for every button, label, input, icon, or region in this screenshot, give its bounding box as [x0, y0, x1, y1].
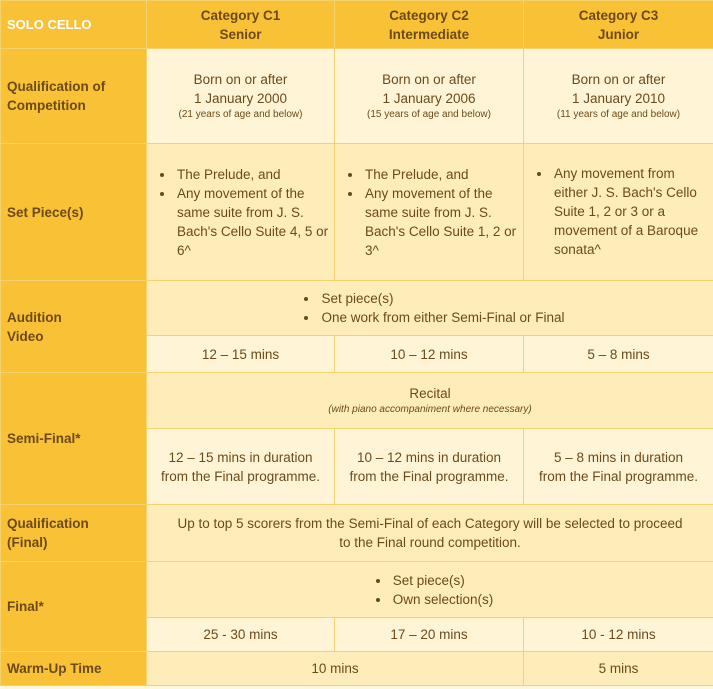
audition-requirements [147, 281, 713, 336]
set-piece-c1-list [151, 165, 330, 260]
final-row [1, 562, 713, 618]
header-c3-title: Category C3 [578, 7, 659, 23]
qualification-c2-line1: Born on or after [382, 72, 476, 87]
set-piece-c2-list [339, 165, 519, 260]
list-item: • The Prelude, and [363, 165, 519, 184]
qualification-final-text [147, 505, 713, 562]
qualification-c2 [335, 49, 524, 144]
set-piece-label: Set Piece(s) [1, 144, 147, 281]
qualification-c3-date: 1 January 2010 [571, 91, 666, 106]
header-category-c3 [524, 1, 713, 49]
qualification-final-label [1, 505, 147, 562]
header-c1-level: Senior [219, 26, 262, 42]
qualification-row [1, 49, 713, 144]
set-piece-row [1, 144, 713, 281]
qualification-c3-line1: Born on or after [571, 72, 666, 87]
semi-final-c3-line1: 5 – 8 mins in duration [553, 449, 684, 465]
semi-final-c1-line1: 12 – 15 mins in duration [168, 449, 313, 465]
header-category-c2 [335, 1, 524, 49]
header-c2-title: Category C2 [389, 7, 469, 23]
header-c1-title: Category C1 [200, 7, 281, 23]
semi-final-row [1, 373, 713, 429]
final-label: Final* [1, 562, 147, 652]
list-item: • Own selection(s) [391, 590, 494, 609]
semi-final-label: Semi-Final* [1, 373, 147, 505]
qualification-final-line2: to the Final round competition. [339, 535, 521, 550]
qualification-final-label-line1: Qualification [7, 516, 89, 531]
list-item: • One work from either Semi-Final or Final [319, 308, 564, 327]
audition-c2-duration: 10 – 12 mins [335, 336, 524, 373]
final-c2-duration: 17 – 20 mins [335, 618, 524, 652]
qualification-label-line1: Qualification of [7, 79, 106, 94]
semi-final-c1-line2: from the Final programme. [160, 468, 321, 484]
list-item: • Any movement of the same suite from J. S. Bach's Cello Suite 4, 5 or 6^ [175, 184, 330, 260]
warmup-row [1, 652, 713, 686]
qualification-label [1, 49, 147, 144]
qualification-c1-date: 1 January 2000 [193, 91, 288, 106]
audition-row [1, 281, 713, 336]
qualification-label-line2: Competition [7, 98, 86, 113]
audition-c3-duration: 5 – 8 mins [524, 336, 713, 373]
list-item: • Set piece(s) [391, 571, 494, 590]
warmup-label: Warm-Up Time [1, 652, 147, 686]
audition-list [295, 289, 564, 327]
header-category-c1 [147, 1, 335, 49]
final-requirements [147, 562, 713, 618]
final-c3-duration: 10 - 12 mins [524, 618, 713, 652]
semi-final-c2-line2: from the Final programme. [349, 468, 509, 484]
set-piece-c3-list [528, 164, 709, 259]
set-piece-c3 [524, 144, 713, 281]
qualification-c3-note: (11 years of age and below) [556, 109, 681, 120]
qualification-final-row [1, 505, 713, 562]
semi-final-c2-line1: 10 – 12 mins in duration [356, 449, 502, 465]
semi-final-recital [147, 373, 713, 429]
qualification-c1 [147, 49, 335, 144]
final-list [367, 571, 494, 609]
list-item: • Set piece(s) [319, 289, 564, 308]
qualification-c1-note: (21 years of age and below) [178, 109, 303, 120]
list-item: • The Prelude, and [175, 165, 330, 184]
semi-final-c3 [524, 429, 713, 505]
audition-label [1, 281, 147, 373]
header-row [1, 1, 713, 49]
warmup-c1-c2: 10 mins [147, 652, 524, 686]
semi-final-c2 [335, 429, 524, 505]
audition-label-line1: Audition [7, 309, 62, 325]
list-item: • Any movement from either J. S. Bach's Cello Suite 1, 2 or 3 or a movement of a Baroque sonata^ [552, 164, 709, 259]
qualification-c1-line1: Born on or after [193, 72, 288, 87]
qualification-c2-note: (15 years of age and below) [367, 109, 491, 120]
header-c2-level: Intermediate [388, 26, 470, 42]
table-title: SOLO CELLO [1, 1, 147, 49]
list-item: • Any movement of the same suite from J. S. Bach's Cello Suite 1, 2 or 3^ [363, 184, 519, 260]
qualification-c2-date: 1 January 2006 [382, 91, 476, 106]
warmup-c3: 5 mins [524, 652, 713, 686]
qualification-final-line1: Up to top 5 scorers from the Semi-Final of each Category will be selected to proceed [177, 516, 683, 531]
semi-final-title: Recital [409, 386, 451, 401]
semi-final-c3-line2: from the Final programme. [538, 468, 699, 484]
set-piece-c2 [335, 144, 524, 281]
audition-label-line2: Video [7, 328, 44, 344]
header-c3-level: Junior [597, 26, 640, 42]
qualification-c3 [524, 49, 713, 144]
qualification-final-label-line2: (Final) [7, 535, 48, 550]
semi-final-note: (with piano accompaniment where necessary) [328, 404, 532, 415]
semi-final-c1 [147, 429, 335, 505]
final-c1-duration: 25 - 30 mins [147, 618, 335, 652]
set-piece-c1 [147, 144, 335, 281]
audition-c1-duration: 12 – 15 mins [147, 336, 335, 373]
